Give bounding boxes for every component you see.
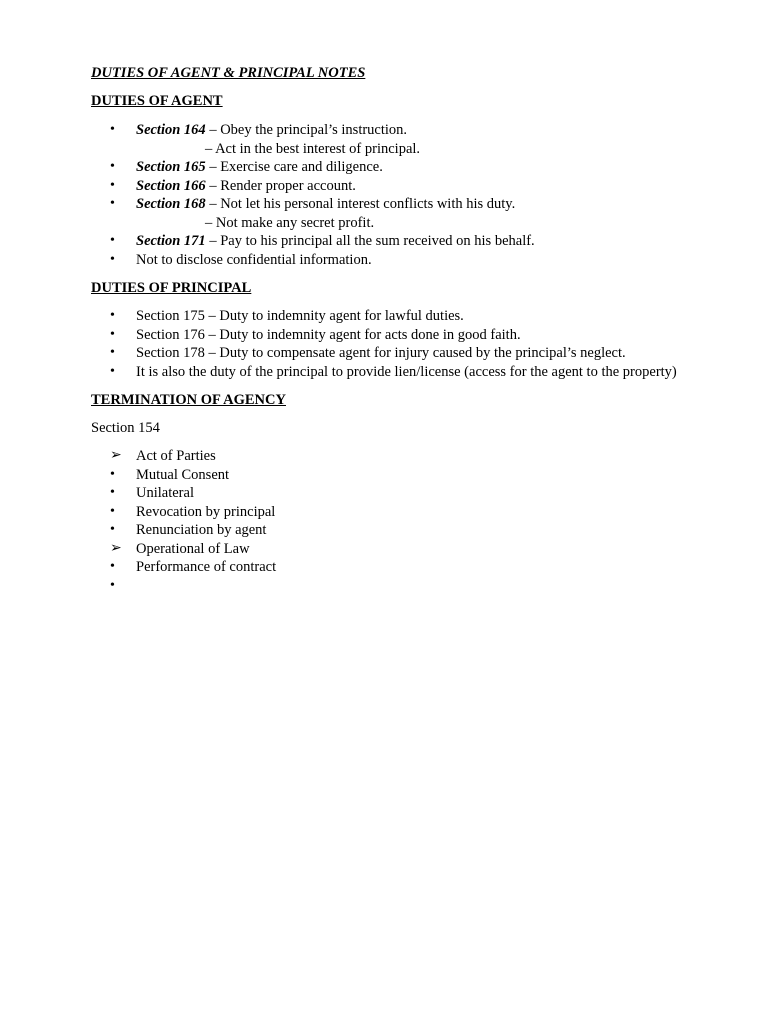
list-item-text: It is also the duty of the principal to provide lien/license (access for the agent to the property) bbox=[136, 363, 677, 380]
bullet-icon: • bbox=[110, 345, 115, 360]
document-title: DUTIES OF AGENT & PRINCIPAL NOTES bbox=[91, 65, 366, 81]
principal-duties-list bbox=[0, 307, 768, 381]
bullet-icon: • bbox=[110, 251, 115, 267]
section-number: Section 168 bbox=[136, 196, 206, 212]
section-number: Section 164 bbox=[136, 122, 206, 138]
list-item bbox=[0, 503, 768, 522]
list-item bbox=[0, 232, 768, 251]
list-item bbox=[0, 195, 768, 214]
list-item-text: Section 176 – Duty to indemnity agent for acts done in good faith. bbox=[136, 326, 521, 343]
termination-section-number: Section 154 bbox=[91, 420, 160, 436]
section-number: Section 166 bbox=[136, 177, 206, 194]
list-item-content bbox=[136, 232, 535, 251]
duty-text: – Exercise care and diligence. bbox=[205, 159, 383, 175]
list-item bbox=[0, 177, 768, 196]
arrow-bullet-icon: ➢ bbox=[110, 540, 122, 556]
list-item bbox=[0, 521, 768, 540]
duty-text: – Pay to his principal all the sum received on his behalf. bbox=[205, 233, 535, 249]
list-item-content bbox=[136, 121, 407, 140]
bullet-icon: • bbox=[110, 326, 115, 342]
list-item-text: Revocation by principal bbox=[136, 503, 276, 520]
bullet-icon: • bbox=[110, 522, 115, 537]
termination-list bbox=[0, 447, 768, 595]
list-item-content bbox=[136, 195, 515, 214]
bullet-icon: • bbox=[110, 196, 115, 211]
duty-text: – Act in the best interest of principal. bbox=[205, 140, 421, 157]
bullet-icon: • bbox=[110, 308, 115, 323]
list-item bbox=[0, 447, 768, 466]
bullet-icon: • bbox=[110, 177, 115, 193]
duty-text: Not to disclose confidential information. bbox=[136, 251, 372, 268]
list-item-continuation bbox=[0, 140, 768, 159]
list-item-continuation bbox=[0, 214, 768, 233]
list-item bbox=[0, 251, 768, 270]
list-item-text: Act of Parties bbox=[136, 448, 216, 464]
list-item-text: Section 178 – Duty to compensate agent for injury caused by the principal’s neglect. bbox=[136, 345, 626, 361]
bullet-icon: • bbox=[110, 503, 115, 519]
list-item bbox=[0, 466, 768, 485]
list-item bbox=[0, 363, 768, 382]
list-item-text: Renunciation by agent bbox=[136, 522, 267, 538]
agent-duties-list bbox=[0, 121, 768, 269]
bullet-icon: • bbox=[110, 577, 115, 593]
list-item bbox=[0, 121, 768, 140]
arrow-bullet-icon: ➢ bbox=[110, 448, 122, 463]
list-item bbox=[0, 558, 768, 577]
termination-heading: TERMINATION OF AGENCY bbox=[91, 392, 286, 408]
bullet-icon: • bbox=[110, 363, 115, 379]
principal-duties-heading: DUTIES OF PRINCIPAL bbox=[91, 280, 252, 296]
list-item-content bbox=[136, 177, 356, 196]
list-item bbox=[0, 484, 768, 503]
section-number: Section 165 bbox=[136, 159, 206, 175]
agent-duties-heading: DUTIES OF AGENT bbox=[91, 93, 223, 109]
list-item bbox=[0, 344, 768, 363]
bullet-icon: • bbox=[110, 122, 115, 137]
duty-text: – Not make any secret profit. bbox=[205, 214, 375, 231]
bullet-icon: • bbox=[110, 233, 115, 248]
list-item bbox=[0, 540, 768, 559]
list-item-text: Unilateral bbox=[136, 485, 194, 501]
list-item-content bbox=[205, 214, 374, 233]
duty-text: – Obey the principal’s instruction. bbox=[205, 122, 408, 138]
list-item-text: Section 175 – Duty to indemnity agent for lawful duties. bbox=[136, 308, 464, 324]
list-item bbox=[0, 307, 768, 326]
list-item-text: Performance of contract bbox=[136, 559, 277, 575]
list-item-content bbox=[136, 251, 372, 270]
bullet-icon: • bbox=[110, 466, 115, 482]
bullet-icon: • bbox=[110, 485, 115, 500]
section-number: Section 171 bbox=[136, 233, 206, 249]
duty-text: – Render proper account. bbox=[205, 177, 356, 194]
list-item-content bbox=[136, 158, 383, 177]
duty-text: – Not let his personal interest conflicts with his duty. bbox=[205, 196, 516, 212]
list-item bbox=[0, 326, 768, 345]
list-item-text: Operational of Law bbox=[136, 540, 250, 557]
list-item-content bbox=[205, 140, 420, 159]
list-item-text: Mutual Consent bbox=[136, 466, 230, 483]
bullet-icon: • bbox=[110, 159, 115, 174]
bullet-icon: • bbox=[110, 559, 115, 574]
list-item bbox=[0, 158, 768, 177]
list-item-empty bbox=[0, 577, 768, 596]
